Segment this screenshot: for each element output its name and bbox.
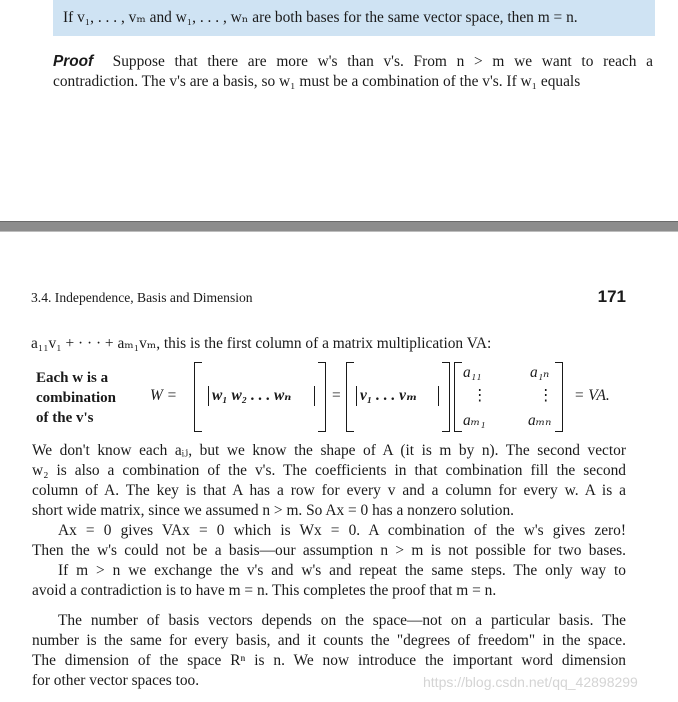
theorem-box — [53, 0, 655, 36]
paragraph-line: The dimension of the space Rⁿ is n. We now introduce the important word dimension — [32, 652, 626, 669]
paragraph-line: Ax = 0 gives VAx = 0 which is Wx = 0. A combination of the w's gives zero! — [58, 522, 626, 539]
a-matrix-left-bracket — [454, 362, 462, 432]
side-note — [36, 368, 146, 428]
a11-entry: a₁₁ — [463, 364, 482, 381]
paragraph-line: for other vector spaces too. — [32, 672, 200, 689]
equation-intro: a₁₁v₁ + · · · + aₘ₁vₘ, this is the first column of a matrix multiplication VA: — [31, 335, 492, 352]
side-note-line-1: Each w is a — [36, 370, 109, 386]
v-column-rule — [438, 386, 439, 406]
section-header: 3.4. Independence, Basis and Dimension — [31, 290, 253, 305]
vdots-left: ⋮ — [472, 387, 488, 404]
side-note-line-3: of the v's — [36, 410, 94, 426]
paragraph-line: column of A. The key is that A has a row for every v and a column for every w. A is a — [32, 482, 626, 499]
equation-lhs: W = — [150, 387, 178, 404]
paragraph-line: avoid a contradiction is to have m = n. This completes the proof that m = n. — [32, 582, 497, 599]
amn-entry: aₘₙ — [528, 412, 552, 429]
v-matrix-right-bracket — [442, 362, 450, 432]
paragraph-line: Then the w's could not be a basis—our assumption n > m is not possible for two bases. — [32, 542, 626, 559]
paragraph-line: If m > n we exchange the v's and w's and repeat the same steps. The only way to — [58, 562, 626, 579]
page-divider — [0, 221, 678, 232]
w-matrix-right-bracket — [318, 362, 326, 432]
w-column-rule — [208, 386, 209, 406]
paragraph-line: short wide matrix, since we assumed n > m. So Ax = 0 has a nonzero solution. — [32, 502, 515, 519]
paragraph-line: The number of basis vectors depends on the space—not on a particular basis. The — [58, 612, 626, 629]
proof-line-2: contradiction. The v's are a basis, so w₁ must be a combination of the v's. If w₁ equals — [53, 73, 581, 90]
equation-rhs: = VA. — [574, 387, 610, 404]
a-matrix-right-bracket — [555, 362, 563, 432]
page-number: 171 — [597, 287, 626, 306]
watermark: https://blog.csdn.net/qq_42898299 — [423, 674, 638, 690]
am1-entry: aₘ₁ — [463, 412, 486, 429]
theorem-text: If v₁, . . . , vₘ and w₁, . . . , wₙ are both bases for the same vector space, then m = n. — [63, 9, 578, 26]
equation-equals: = — [332, 387, 341, 404]
w-matrix-row: w₁ w₂ . . . wₙ — [212, 387, 292, 404]
vdots-right: ⋮ — [538, 387, 554, 404]
v-matrix-left-bracket — [346, 362, 354, 432]
w-column-rule — [314, 386, 315, 406]
body-paragraph-1 — [32, 441, 626, 601]
proof-paragraph — [53, 52, 653, 92]
v-column-rule — [356, 386, 357, 406]
paragraph-line: We don't know each aᵢⱼ, but we know the shape of A (it is m by n). The second vector — [32, 442, 626, 459]
proof-line-1: Suppose that there are more w's than v's. From n > m we want to reach a — [112, 53, 653, 70]
side-note-line-2: combination — [36, 390, 117, 406]
v-matrix-row: v₁ . . . vₘ — [360, 387, 418, 404]
proof-label: Proof — [53, 53, 94, 70]
w-matrix-left-bracket — [194, 362, 202, 432]
paragraph-line: number is the same for every basis, and it counts the "degrees of freedom" in the space. — [32, 632, 626, 649]
a1n-entry: a₁ₙ — [530, 364, 550, 381]
paragraph-line: w₂ is also a combination of the v's. The coefficients in that combination fill the second — [32, 462, 626, 479]
